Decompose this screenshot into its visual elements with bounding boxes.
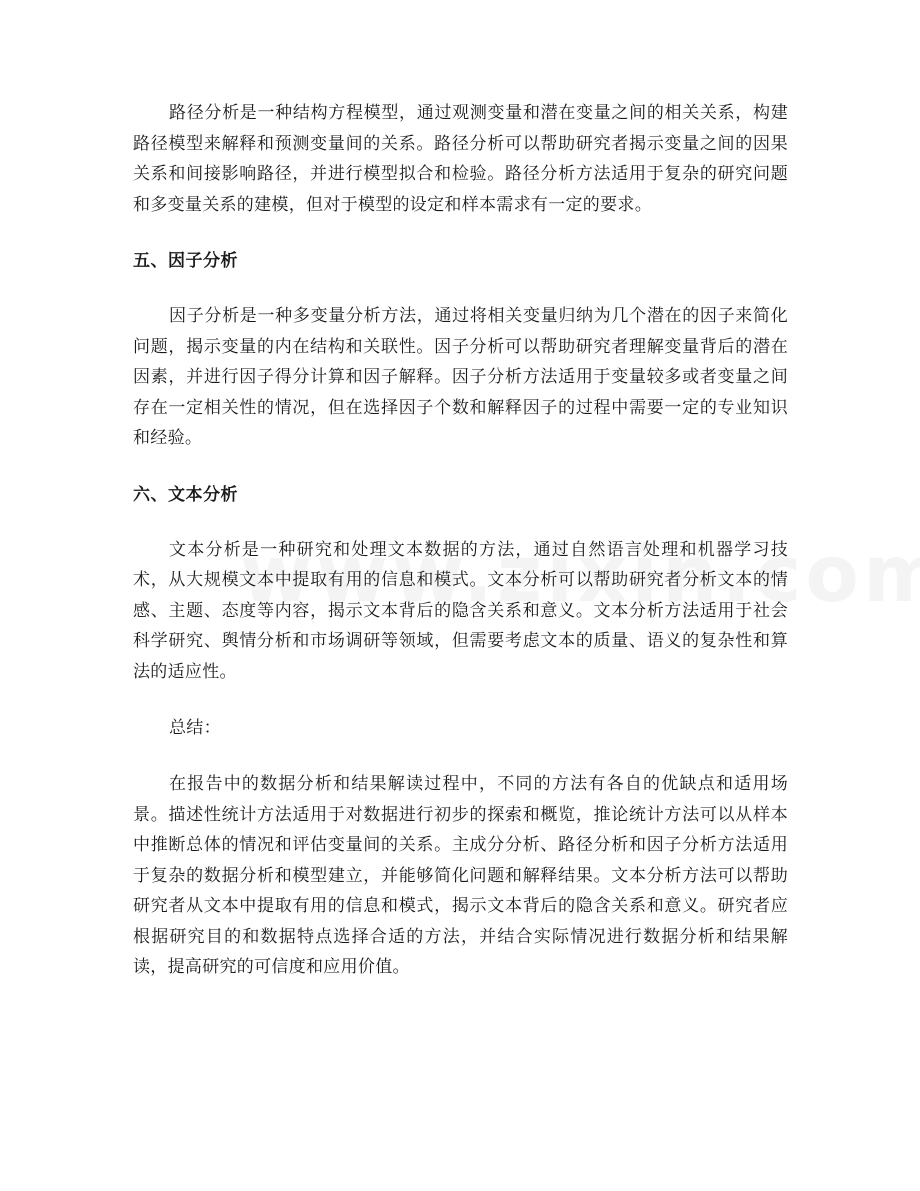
spacer (133, 276, 788, 301)
spacer (133, 454, 788, 480)
spacer (133, 687, 788, 713)
heading-factor-analysis: 五、因子分析 (133, 251, 238, 271)
spacer (133, 743, 788, 769)
summary-label: 总结： (169, 718, 221, 738)
paragraph-path-analysis: 路径分析是一种结构方程模型，通过观测变量和潜在变量之间的相关关系，构建路径模型来解释和预测变量间的关系。路径分析可以帮助研究者揭示变量之间的因果关系和间接影响路径，并进行模型拟合和检验。路径分析方法适用于复杂的研究问题和多变量关系的建模，但对于模型的设定和样本需求有一定的要求。 (133, 103, 788, 215)
spacer (133, 510, 788, 535)
document-body (133, 98, 788, 983)
spacer (133, 220, 788, 246)
paragraph-summary: 在报告中的数据分析和结果解读过程中，不同的方法有各自的优缺点和适用场景。描述性统计方法适用于对数据进行初步的探索和概览，推论统计方法可以从样本中推断总体的情况和评估变量间的关系。主成分分析、路径分析和因子分析方法适用于复杂的数据分析和模型建立，并能够简化问题和解释结果。文本分析方法可以帮助研究者从文本中提取有用的信息和模式，揭示文本背后的隐含关系和意义。研究者应根据研究目的和数据特点选择合适的方法，并结合实际情况进行数据分析和结果解读，提高研究的可信度和应用价值。 (133, 774, 788, 977)
paragraph-factor-analysis: 因子分析是一种多变量分析方法，通过将相关变量归纳为几个潜在的因子来简化问题，揭示变量的内在结构和关联性。因子分析可以帮助研究者理解变量背后的潜在因素，并进行因子得分计算和因子解释。因子分析方法适用于变量较多或者变量之间存在一定相关性的情况，但在选择因子个数和解释因子的过程中需要一定的专业知识和经验。 (133, 306, 788, 448)
heading-text-analysis: 六、文本分析 (133, 484, 238, 505)
paragraph-text-analysis: 文本分析是一种研究和处理文本数据的方法，通过自然语言处理和机器学习技术，从大规模文本中提取有用的信息和模式。文本分析可以帮助研究者分析文本的情感、主题、态度等内容，揭示文本背后的隐含关系和意义。文本分析方法适用于社会科学研究、舆情分析和市场调研等领域，但需要考虑文本的质量、语义的复杂性和算法的适应性。 (133, 539, 788, 682)
